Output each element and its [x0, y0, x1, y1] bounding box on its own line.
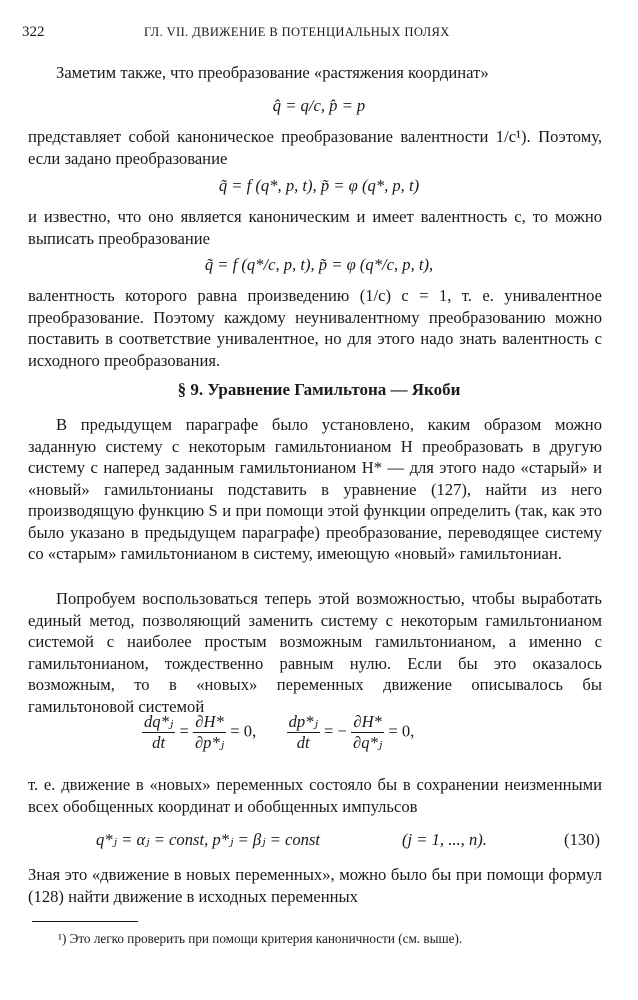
fraction-dp-dt: $\frac{\text{dp*ⱼ}}{dt}$	[288, 712, 318, 752]
paragraph-6: Попробуем воспользоваться теперь этой возможностью, чтобы выработать единый метод, позволяющий заменить систему с некоторым гамильтонианом системой с наиболее простым возможным гамильтонианом, а именно с гамильтонианом, тождественно равным нулю. Если бы это оказалось возможным, то в «новых» переменных движение описывалось бы гамильтоновой системой	[28, 589, 602, 716]
paragraph-5-block	[28, 414, 602, 565]
equation-scaling: q̂ = q/c, p̂ = p	[272, 96, 366, 115]
paragraph-7: т. е. движение в «новых» переменных состояло бы в сохранении неизменными всех обобщенных координат и обобщенных импульсов	[28, 775, 602, 816]
fraction-dH-dq: $\frac{\partial H*}{\text{∂q*ⱼ}}$	[353, 712, 383, 752]
page-header	[22, 24, 612, 46]
paragraph-2-block	[28, 126, 602, 169]
paragraph-8: Зная это «движение в новых переменных», можно было бы при помощи формул (128) найти движение в исходных переменных	[28, 865, 602, 906]
fraction-dq-dt: $\frac{\text{dq*ⱼ}}{dt}$	[144, 712, 174, 752]
paragraph-7-block	[28, 774, 602, 817]
paragraph-6-block	[28, 588, 602, 717]
equation-hamilton-system: $\frac{\text{dq*ⱼ}}{dt}$ = $\frac{\partial H*}{\text{∂p*ⱼ}}$ = 0, $\frac{\text{dp*ⱼ}}{dt}$ = − $\frac{\partial H*}{\text{∂q*ⱼ}}$ = 0,	[144, 712, 415, 752]
paragraph-4-block	[28, 285, 602, 371]
section-heading: § 9. Уравнение Гамильтона — Якоби	[177, 380, 461, 399]
fraction-dH-dp: $\frac{\partial H*}{\text{∂p*ⱼ}}$	[194, 712, 225, 752]
paragraph-4: валентность которого равна произведению (1/c) c = 1, т. е. унивалентное преобразование. Поэтому каждому неунивалентному преобразованию можно поставить в соответствие унивалентное, но для этого надо знать валентность c исходного преобразования.	[28, 286, 602, 370]
equation-number-130: (130)	[564, 830, 600, 849]
paragraph-3-block	[28, 206, 602, 249]
paragraph-8-block	[28, 864, 602, 907]
footnote-rule	[32, 921, 138, 922]
equation-transform-scaled: q̃ = f (q*/c, p, t), p̃ = φ (q*/c, p, t),	[204, 255, 434, 274]
paragraph-1: Заметим также, что преобразование «растяжения координат»	[56, 63, 489, 82]
footnote: ¹) Это легко проверить при помощи критерия каноничности (см. выше).	[58, 931, 463, 946]
paragraph-3: и известно, что оно является каноническим и имеет валентность c, то можно выписать преобразование	[28, 207, 602, 248]
paragraph-2: представляет собой каноническое преобразование валентности 1/c¹). Поэтому, если задано преобразование	[28, 127, 602, 168]
paragraph-1-block	[28, 62, 602, 84]
page-number: 322	[22, 24, 45, 40]
equation-130: q*ⱼ = αⱼ = const, p*ⱼ = βⱼ = const	[96, 830, 321, 849]
equation-transform: q̃ = f (q*, p, t), p̃ = φ (q*, p, t)	[218, 176, 420, 195]
equation-130-range: (j = 1, ..., n).	[402, 830, 487, 849]
paragraph-5: В предыдущем параграфе было установлено, каким образом можно заданную систему с некоторым гамильтонианом H преобразовать в другую систему с наперед заданным гамильтонианом H* — для этого надо «старый» и «новый» гамильтонианы подставить в уравнение (127), найти из него производящую функцию S и при помощи этой функции определить (так, как это было указано в предыдущем параграфе) преобразование, переводящее систему со «старым» гамильтонианом в систему, имеющую «новый» гамильтониан.	[28, 415, 602, 563]
running-title: ГЛ. VII. ДВИЖЕНИЕ В ПОТЕНЦИАЛЬНЫХ ПОЛЯХ	[144, 25, 450, 39]
